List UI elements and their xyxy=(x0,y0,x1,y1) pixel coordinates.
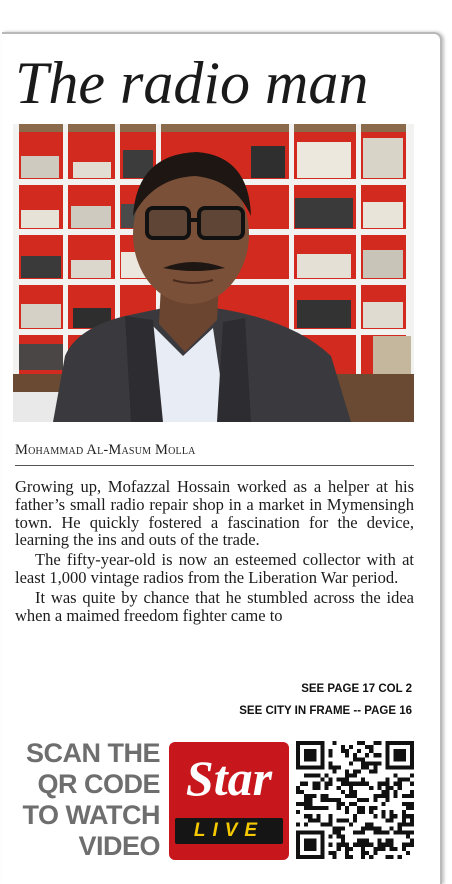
scan-cta xyxy=(12,738,160,862)
related-jump-link[interactable]: SEE CITY IN FRAME -- PAGE 16 xyxy=(239,705,412,717)
article-photo xyxy=(13,124,414,422)
live-logo-word: LIVE xyxy=(193,820,265,841)
body-paragraph: It was quite by chance that he stumbled across the idea when a maimed freedom fighter came to xyxy=(15,587,414,625)
star-live-logo xyxy=(169,742,289,860)
scan-cta-line: SCAN THE xyxy=(25,738,160,768)
byline-rule xyxy=(15,465,414,466)
qr-code-icon[interactable] xyxy=(296,741,414,859)
body-paragraph: The fifty-year-old is now an esteemed collector with at least 1,000 vintage radios from the Liberation War period. xyxy=(15,550,414,587)
star-logo-word: Star xyxy=(185,750,273,806)
live-bar xyxy=(175,818,283,844)
continued-jump-link[interactable]: SEE PAGE 17 COL 2 xyxy=(301,683,412,695)
article-body xyxy=(15,478,414,624)
headline: The radio man xyxy=(15,50,369,116)
body-paragraph: Growing up, Mofazzal Hossain worked as a helper at his father’s small radio repair shop in a market in Mymensingh town. He quickly fostered a fascination for the device, learning the ins and outs of the trade. xyxy=(15,477,414,550)
scan-cta-line: QR CODE xyxy=(37,769,160,799)
scan-cta-line: TO WATCH xyxy=(22,800,160,830)
byline: Mohammad Al-Masum Molla xyxy=(15,442,196,458)
scan-cta-line: VIDEO xyxy=(78,831,160,861)
